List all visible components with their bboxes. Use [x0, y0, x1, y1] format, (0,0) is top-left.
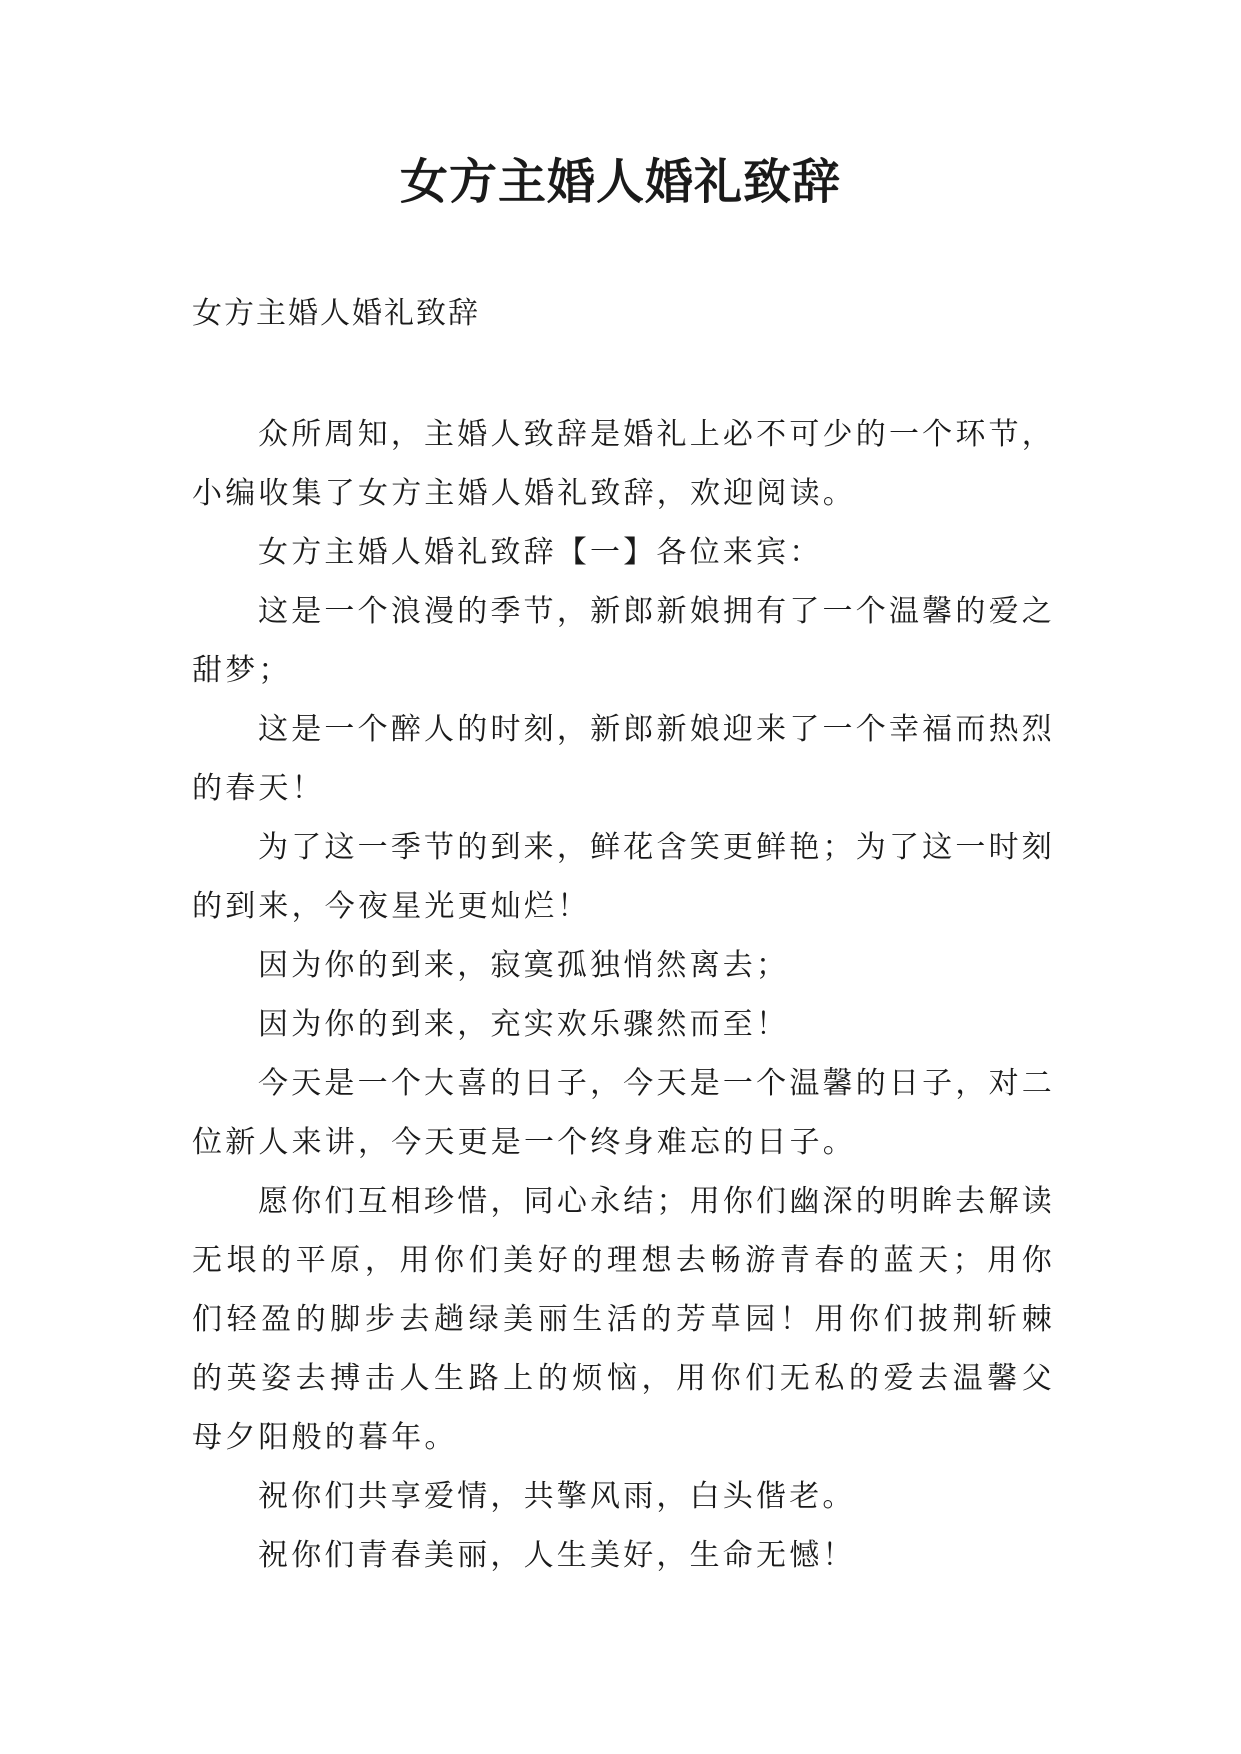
document-body	[192, 405, 1055, 1585]
paragraph: 为了这一季节的到来，鲜花含笑更鲜艳；为了这一时刻的到来，今夜星光更灿烂！	[192, 830, 1055, 924]
document-subtitle: 女方主婚人婚礼致辞	[192, 296, 480, 331]
document-title: 女方主婚人婚礼致辞	[399, 154, 841, 210]
paragraph: 因为你的到来，充实欢乐骤然而至！	[258, 1007, 790, 1042]
paragraph: 愿你们互相珍惜，同心永结；用你们幽深的明眸去解读无垠的平原，用你们美好的理想去畅游青春的蓝天；用你们轻盈的脚步去趟绿美丽生活的芳草园！用你们披荆斩棘的英姿去搏击人生路上的烦恼，用你们无私的爱去温馨父母夕阳般的暮年。	[192, 1184, 1055, 1455]
paragraph: 众所周知，主婚人致辞是婚礼上必不可少的一个环节，小编收集了女方主婚人婚礼致辞，欢迎阅读。	[192, 417, 1055, 511]
paragraph: 因为你的到来，寂寞孤独悄然离去；	[258, 948, 790, 983]
paragraph: 祝你们共享爱情，共擎风雨，白头偕老。	[258, 1479, 856, 1514]
paragraph: 这是一个浪漫的季节，新郎新娘拥有了一个温馨的爱之甜梦；	[192, 594, 1055, 688]
paragraph: 女方主婚人婚礼致辞【一】各位来宾：	[258, 535, 823, 570]
paragraph: 这是一个醉人的时刻，新郎新娘迎来了一个幸福而热烈的春天！	[192, 712, 1055, 806]
paragraph: 今天是一个大喜的日子，今天是一个温馨的日子，对二位新人来讲，今天更是一个终身难忘的日子。	[192, 1066, 1055, 1160]
paragraph: 祝你们青春美丽，人生美好，生命无憾！	[258, 1538, 856, 1573]
